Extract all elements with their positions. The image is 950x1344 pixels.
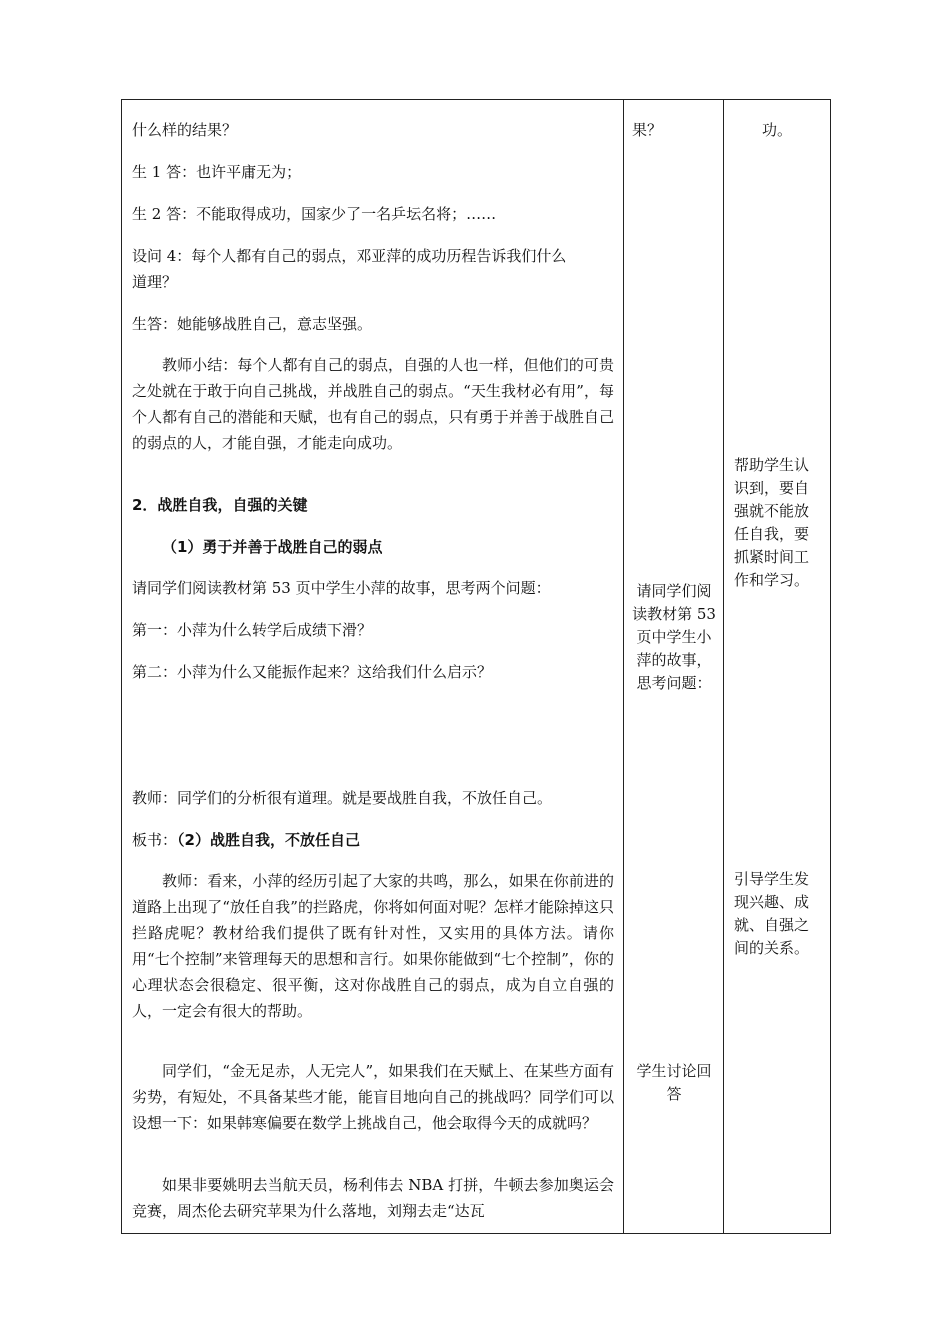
design-intent-column — [724, 100, 831, 1234]
question-4-line-1: 设问 4：每个人都有自己的弱点，邓亚萍的成功历程告诉我们什么 — [132, 247, 567, 265]
board-writing — [132, 828, 360, 852]
text-line: 什么样的结果？ — [132, 121, 238, 139]
subsection-heading-1: （1）勇于并善于战胜自己的弱点 — [162, 538, 383, 556]
question-4-line-2: 道理？ — [132, 273, 178, 291]
text-line: 功。 — [762, 121, 793, 139]
design-intent-help: 帮助学生认识到，要自强就不能放任自我，要抓紧时间工作和学习。 — [734, 456, 810, 589]
discussion-paragraph: 同学们，“金无足赤，人无完人”，如果我们在天赋上、在某些方面有劣势，有短处，不具备某些才能，能盲目地向自己的挑战吗？同学们可以设想一下：如果韩寒偏要在数学上挑战自己，他会取得今天的成就吗？ — [132, 1062, 614, 1132]
student-answer-2: 生 2 答：不能取得成功，国家少了一名乒坛名将；…… — [132, 205, 497, 223]
question-first: 第一：小萍为什么转学后成绩下滑？ — [132, 621, 373, 639]
design-intent-guide: 引导学生发现兴趣、成就、自强之间的关系。 — [734, 870, 810, 957]
board-text: （2）战胜自我，不放任自己 — [177, 831, 360, 849]
teaching-content-column — [122, 100, 624, 1234]
student-activity-column — [624, 100, 724, 1234]
teacher-summary: 教师小结：每个人都有自己的弱点，自强的人也一样，但他们的可贵之处就在于敢于向自己挑战，并战胜自己的弱点。“天生我材必有用”，每个人都有自己的潜能和天赋，也有自己的弱点，只有勇于并善于战胜自己的弱点的人，才能自强，才能走向成功。 — [132, 356, 614, 452]
section-heading-2: 2．战胜自我，自强的关键 — [132, 496, 308, 514]
question-second: 第二：小萍为什么又能振作起来？这给我们什么启示？ — [132, 663, 493, 681]
text-line: 果？ — [632, 121, 663, 139]
teacher-paragraph: 教师：看来，小萍的经历引起了大家的共鸣，那么，如果在你前进的道路上出现了“放任自我”的拦路虎，你将如何面对呢？怎样才能除掉这只拦路虎呢？教材给我们提供了既有针对性，又实用的具体方法。请你用“七个控制”来管理每天的思想和言行。如果你能做到“七个控制”，你的心理状态会很稳定、很平衡，这对你战胜自己的弱点，成为自立自强的人，一定会有很大的帮助。 — [132, 872, 614, 1020]
reading-activity: 请同学们阅读教材第 53 页中学生小萍的故事，思考问题： — [632, 582, 716, 692]
example-paragraph: 如果非要姚明去当航天员，杨利伟去 NBA 打拼，牛顿去参加奥运会竞赛，周杰伦去研究苹果为什么落地，刘翔去走“达瓦 — [132, 1176, 614, 1220]
reading-task: 请同学们阅读教材第 53 页中学生小萍的故事，思考两个问题： — [132, 579, 551, 597]
student-answer-1: 生 1 答：也许平庸无为； — [132, 163, 302, 181]
student-answer: 生答：她能够战胜自己，意志坚强。 — [132, 315, 373, 333]
discussion-activity: 学生讨论回答 — [636, 1062, 712, 1103]
lesson-plan-table — [121, 99, 831, 1234]
board-label: 板书： — [132, 831, 178, 849]
teacher-comment: 教师：同学们的分析很有道理。就是要战胜自我，不放任自己。 — [132, 789, 553, 807]
